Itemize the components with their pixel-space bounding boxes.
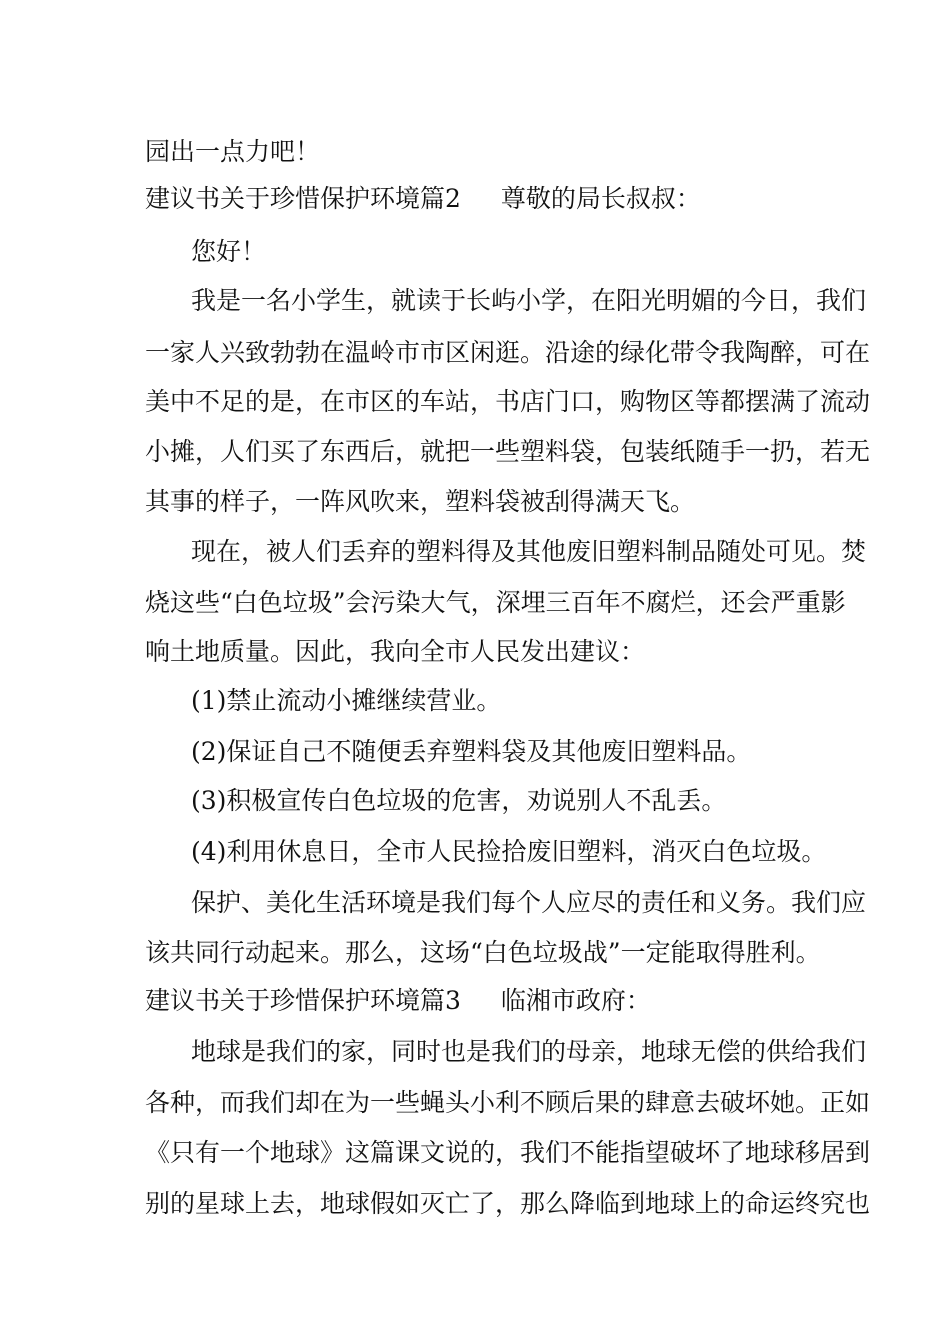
paragraph-line: 现在，被人们丢弃的塑料得及其他废旧塑料制品随处可见。焚 xyxy=(191,537,867,566)
greeting: 您好！ xyxy=(191,237,267,266)
paragraph-line: 该共同行动起来。那么，这场“白色垃圾战”一定能取得胜利。 xyxy=(145,938,821,967)
paragraph-line: 地球是我们的家，同时也是我们的母亲，地球无偿的供给我们 xyxy=(191,1037,867,1066)
paragraph-line: 其事的样子，一阵风吹来，塑料袋被刮得满天飞。 xyxy=(145,487,696,516)
paragraph-line: 美中不足的是，在市区的车站，书店门口，购物区等都摆满了流动 xyxy=(145,387,871,416)
section-heading-line xyxy=(145,184,701,214)
section-heading: 建议书关于珍惜保护环境篇2 xyxy=(145,184,461,213)
section-heading-line xyxy=(145,986,651,1016)
list-item: (2)保证自己不随便丢弃塑料袋及其他废旧塑料品。 xyxy=(191,737,752,766)
salutation: 临湘市政府： xyxy=(500,986,651,1015)
paragraph-line: 响土地质量。因此，我向全市人民发出建议： xyxy=(145,637,646,666)
paragraph-line: 别的星球上去，地球假如灭亡了，那么降临到地球上的命运终究也 xyxy=(145,1189,871,1218)
paragraph-line: 小摊，人们买了东西后，就把一些塑料袋，包装纸随手一扔，若无 xyxy=(145,437,871,466)
paragraph-line: 保护、美化生活环境是我们每个人应尽的责任和义务。我们应 xyxy=(191,888,867,917)
paragraph-line: 一家人兴致勃勃在温岭市市区闲逛。沿途的绿化带令我陶醉，可在 xyxy=(145,338,871,367)
paragraph-line: 《只有一个地球》这篇课文说的，我们不能指望破坏了地球移居到 xyxy=(145,1138,871,1167)
section-heading: 建议书关于珍惜保护环境篇3 xyxy=(145,986,461,1015)
list-item: (3)积极宣传白色垃圾的危害，劝说别人不乱丢。 xyxy=(191,786,727,815)
list-item: (4)利用休息日，全市人民捡拾废旧塑料，消灭白色垃圾。 xyxy=(191,837,827,866)
list-item: (1)禁止流动小摊继续营业。 xyxy=(191,686,502,715)
paragraph-line: 各种，而我们却在为一些蝇头小利不顾后果的肆意去破坏她。正如 xyxy=(145,1088,871,1117)
text-line: 园出一点力吧！ xyxy=(145,137,321,166)
salutation: 尊敬的局长叔叔： xyxy=(500,184,701,213)
paragraph-line: 我是一名小学生，就读于长屿小学，在阳光明媚的今日，我们 xyxy=(191,286,867,315)
paragraph-line: 烧这些“白色垃圾”会污染大气，深埋三百年不腐烂，还会严重影 xyxy=(145,588,846,617)
